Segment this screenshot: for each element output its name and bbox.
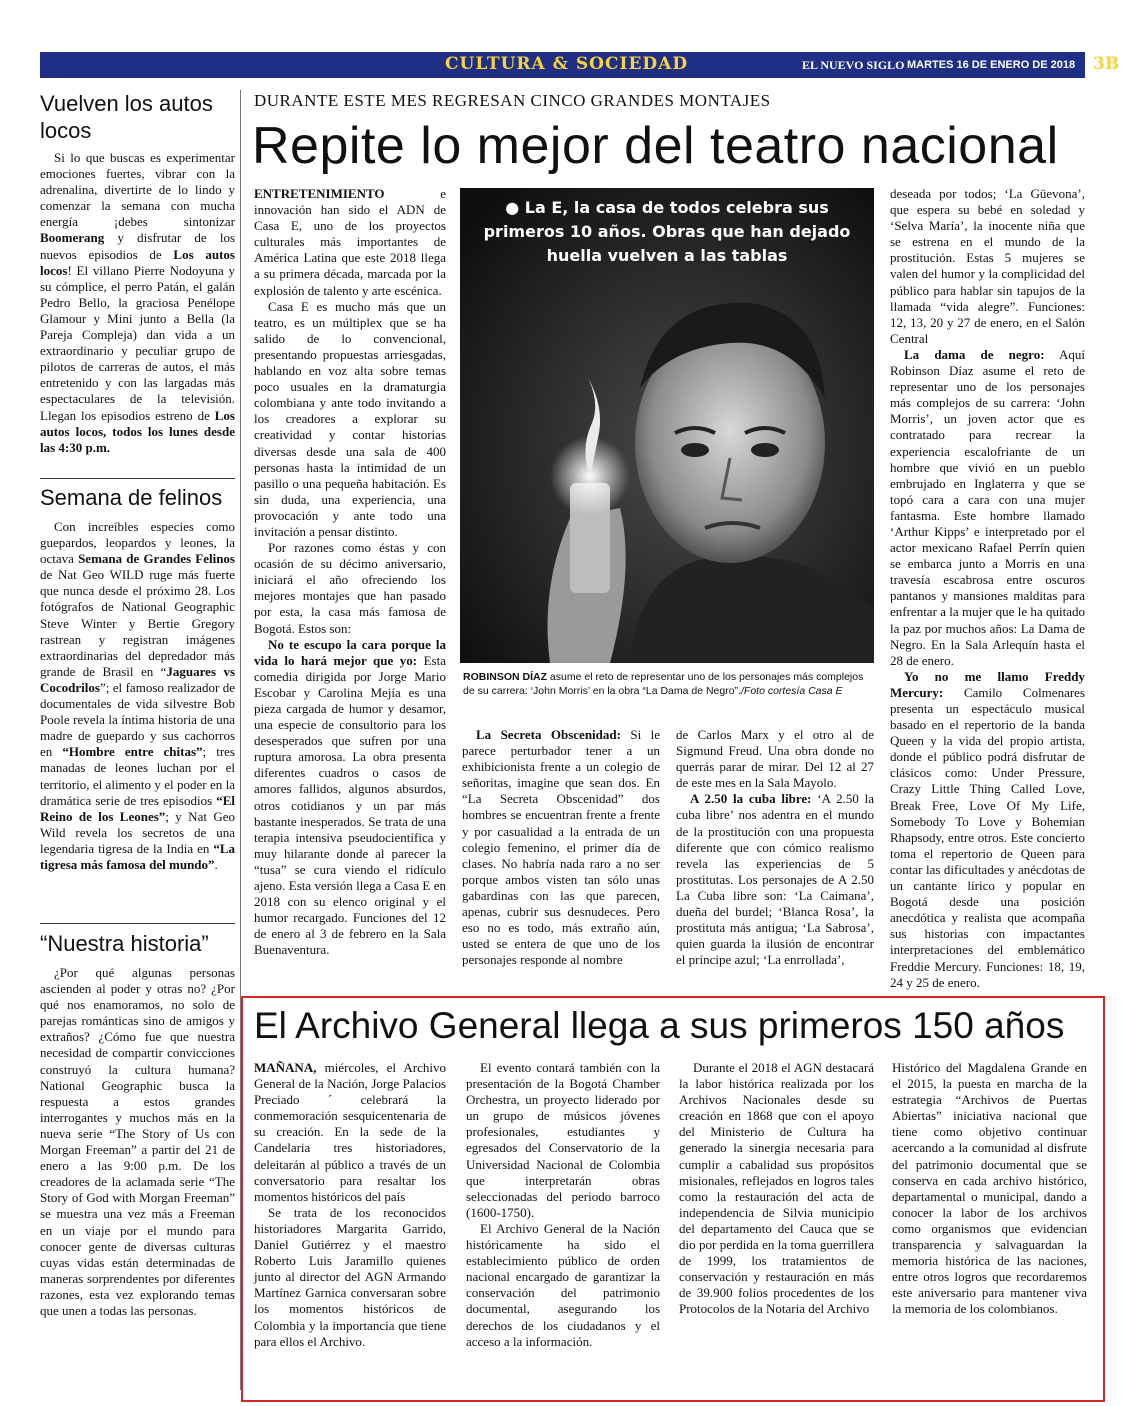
sidebar-story-felinos bbox=[40, 484, 235, 873]
masthead: EL NUEVO SIGLO bbox=[802, 58, 905, 72]
sidebar-body: Con increíbles especies como guepardos, leopardos y leones, la octava Semana de Grandes Felinos de Nat Geo WILD ruge más fuerte que nunca desde el próximo 28. Los fotógrafos de National Geographic Steve Winter y Bertie Gregory rastrean y registran imágenes extraordinarias del depredador más grande de Brasil en “Jaguares vs Cocodrilos”; el famoso realizador de documentales de vida silvestre Bob Poole revela la íntima historia de una madre de guepardo y sus cachorros en “Hombre entre chitas”; tres manadas de leones luchan por el territorio, el alimento y el poder en la dramática serie de tres episodios “El Reino de los Leones”; y Nat Geo Wild revela los secretos de una legendaria tigresa de la India en “La tigresa más famosa del mundo”. bbox=[40, 519, 235, 872]
section-title: CULTURA & SOCIEDAD bbox=[445, 54, 689, 74]
section-divider bbox=[40, 923, 235, 924]
page-number: 3B bbox=[1093, 54, 1120, 74]
main-headline: Repite lo mejor del teatro nacional bbox=[252, 117, 1059, 175]
sidebar-story-nuestra-historia bbox=[40, 930, 235, 1319]
bullet-icon: ● bbox=[505, 198, 520, 217]
main-column-2: La Secreta Obscenidad: Si le parece perturbador tener a un exhibicionista frente a un colegio de señoritas, imagine que sean dos. En “La Secreta Obscenidad” dos hombres se encuentran frente a frente y por casualidad a la entrada de un colegio femenino, el primer día de clases. No habría nada raro a no ser porque ambos visten tan sólo unas gabardinas con las que parecen, apenas, cubrir sus desnudeces. Pero eso no es todo, más extraño aún, usted se entera de que uno de los personajes responde al nombre bbox=[462, 727, 660, 968]
sidebar-body: Si lo que buscas es experimentar emociones fuertes, vibrar con la adrenalina, divertirte de lo lindo y comenzar la semana con mucha energía ¡debes sintonizar Boomerang y disfrutar de los nuevos episodios de Los autos locos! El villano Pierre Nodoyuna y su cómplice, el perro Patán, el galán Pedro Bello, la graciosa Penélope Glamour y Mini junto a Bella (la Pareja Compleja) dan vida a un extraordinario y peculiar grupo de pilotos de carreras de autos, el más entretenido y con las largadas más espectaculares de la televisión. Llegan los episodios estreno de Los autos locos, todos los lunes desde las 4:30 p.m. bbox=[40, 150, 235, 455]
box-headline: El Archivo General llega a sus primeros 150 años bbox=[254, 1005, 1065, 1046]
photo-overlay-text: ● La E, la casa de todos celebra sus primeros 10 años. Obras que han dejado huella vuelven a las tablas bbox=[483, 198, 851, 265]
sidebar-heading: Vuelven los autos locos bbox=[40, 91, 213, 143]
main-column-3: de Carlos Marx y el otro al de Sigmund Freud. Una obra donde no querrás parar de mirar. Del 12 al 27 de este mes en la Sala Mayolo. A 2.50 la cuba libre: ‘A 2.50 la cuba libre’ nos adentra en el mundo de la prostitución con una propuesta diferente que con cómico realismo revela las experiencias de 5 prostitutas. Los personajes de A 2.50 La Cuba libre son: ‘La Caimana’, dueña del burdel; ‘Blanca Rosa’, la prostituta más antigua; ‘La Sabrosa’, quien guarda la ilusión de encontrar el príncipe azul; ‘La enrrollada’, bbox=[676, 727, 874, 968]
box-column-1: MAÑANA, miércoles, el Archivo General de la Nación, Jorge Palacios Preciado ´ celebrará la conmemoración sesquicentenaria de su creación. En la sede de la Candelaria tres historiadores, deleitarán al público a través de un conversatorio para resaltar los momentos históricos del país Se trata de los reconocidos historiadores Margarita Garrido, Daniel Gutiérrez y el maestro Roberto Luis Jaramillo quienes junto al director del AGN Armando Martínez Garnica conversaran sobre los momentos históricos de Colombia y la importancia que tiene para ellos el Archivo. bbox=[254, 1060, 446, 1349]
sidebar-heading: “Nuestra historia” bbox=[40, 931, 209, 956]
main-column-1: ENTRETENIMIENTO e innovación han sido el ADN de Casa E, uno de los proyectos culturales más importantes de América Latina que este 2018 llega a su primera década, marcada por la explosión de talento y arte escénica. Casa E es mucho más que un teatro, es un múltiplex que se ha salido de lo convencional, presentando propuestas arriesgadas, hablando en voz alta sobre temas poco usuales en la dramaturgia colombiana y ante todo invitando a los creadores a explorar su creatividad y contar historias diversas desde una sala de 400 personas hasta la intimidad de un pasillo o una pequeña habitación. Es sin duda, una experiencia, una provocación y ante todo una invitación a pensar distinto. Por razones como éstas y con ocasión de su décimo aniversario, iniciará el año ofreciendo los mejores montajes que han pasado por esta, la casa más famosa de Bogotá. Estos son: No te escupo la cara porque la vida lo hará mejor que yo: Esta comedia dirigida por Jorge Mario Escobar y Carolina Mejía es una pieza cargada de humor y desamor, una especie de consultorio para los desesperados que sufren por una ruptura amorosa. La obra presenta diferentes cuadros o casos de amores fallidos, algunos absurdos, otros cotidianos y un par más bastante inesperados. Se trata de una terapia intensiva pseudocientífica y muy hilarante donde al parecer la “tusa” se cura viendo el ridículo ajeno. Esta versión llega a Casa E en 2018 con su elenco original y el humor recargado. Funciones del 12 de enero al 3 de febrero en la Sala Buenaventura. bbox=[254, 186, 446, 958]
sidebar-story-autos-locos bbox=[40, 90, 235, 456]
box-column-4: Histórico del Magdalena Grande en el 2015, la puesta en marcha de la estrategia “Archivos de Puertas Abiertas” iniciativa nacional que tiene como objetivo continuar acercando a la comunidad al disfrute del patrimonio documental que se conserva en cada archivo histórico, departamental o municipal, dando a conocer la labor de los archivos como organismos que evidencian transparencia y salvaguardan la memoria histórica de las naciones, entre otros logros que recordaremos este aniversario para mantener viva la memoria de los colombianos. bbox=[892, 1060, 1087, 1317]
kicker: DURANTE ESTE MES REGRESAN CINCO GRANDES MONTAJES bbox=[254, 91, 771, 110]
box-column-2: El evento contará también con la presentación de la Bogotá Chamber Orchestra, un proyecto liderado por un grupo de músicos jóvenes profesionales, estudiantes y egresados del Conservatorio de la Universidad Nacional de Colombia que interpretarán obras seleccionadas del periodo barroco (1600-1750). El Archivo General de la Nación históricamente ha sido el establecimiento público de orden nacional encargado de garantizar la conservación del patrimonio documental, asegurando los derechos de los ciudadanos y el acceso a la información. bbox=[466, 1060, 660, 1349]
sidebar-heading: Semana de felinos bbox=[40, 485, 223, 510]
main-column-4: deseada por todos; ‘La Güevona’, que espera su bebé en soledad y ‘Selva María’, la inocente niña que se estrena en el mundo de la prostitución. Estas 5 mujeres se valen del humor y la complicidad del público para hablar sin tapujos de la llamada “vida alegre”. Funciones: 12, 13, 20 y 27 de enero, en el Salón Central La dama de negro: Aquí Robinson Díaz asume el reto de representar uno de los personajes más complejos de su carrera: ‘John Morris’, un joven actor que es contratado para recrear la experiencia escalofriante de un hombre que vivió en un pueblo embrujado en Inglaterra y que se topó cara a cara con una mujer fantasma. Este hombre llamado ‘Arthur Kipps’ e interpretado por el actor mexicano Rafael Perrín quien se embarca junto a Morris en una travesía escabrosa entre oscuros pantanos y mansiones malditas para enfrentar a la mujer que le ha quitado la paz por muchos años: La Dama de Negro. En la Sala Arlequín hasta el 28 de enero. Yo no me llamo Freddy Mercury: Camilo Colmenares presenta un espectáculo musical basado en el repertorio de la banda Queen y la vida del propio artista, donde el público podrá disfrutar de clásicos como: Under Pressure, Crazy Little Thing Called Love, Break Free, Love Of My Life, Somebody To Love y Bohemian Rhapsody, entre otros. Este concierto toma el repertorio de Queen para contar las dificultades y anécdotas de un cantante lírico y popular en Bogotá desde una posición anecdótica y realista que acompaña sus historias con impactantes interpretaciones del emblemático Freddie Mercury. Funciones: 18, 19, 24 y 25 de enero. bbox=[890, 186, 1085, 990]
box-column-3: Durante el 2018 el AGN destacará la labor histórica realizada por los Archivos Nacionales desde su creación en 1868 que con el apoyo del Ministerio de Cultura ha generado la sinergia necesaria para cumplir a cabalidad sus propósitos misionales, reflejados en logros tales como la restauración del acta de independencia de Silvia municipio del departamento del Cauca que se dio por perdida en la toma guerrillera de 1999, los tratamientos de conservación y restauración en más de 39.900 folios procedentes de los Protocolos de la Notaria del Archivo bbox=[679, 1060, 874, 1317]
photo-robinson-diaz bbox=[460, 188, 874, 663]
sidebar-body: ¿Por qué algunas personas ascienden al poder y otras no? ¿Por qué nos enamoramos, no solo de parejas románticas sino de amigos y extraños? ¿Cómo fue que nuestra necesidad de compartir convicciones construyó la cultura humana? National Geographic busca la respuesta a estos grandes interrogantes y muchos más en la nueva serie “The Story of Us con Morgan Freeman” a partir del 21 de enero a las 9:00 p.m. De los creadores de la aclamada serie “The Story of God with Morgan Freeman” se muestra una vez más a Freeman en un viaje por el mundo para conocer gente de diversas culturas cuyas vidas están determinadas de maneras sorprendentes por diferentes razones, esta vez explorando temas que unen a todas las personas. bbox=[40, 965, 235, 1318]
issue-date: MARTES 16 DE ENERO DE 2018 bbox=[907, 59, 1076, 71]
photo-caption: ROBINSON DÍAZ asume el reto de representar uno de los personajes más complejos de su carrera: ‘John Morris’ en la obra “La Dama de Negro”./Foto cortesía Casa E bbox=[463, 671, 864, 697]
section-divider bbox=[40, 478, 235, 479]
section-banner bbox=[40, 52, 1120, 78]
